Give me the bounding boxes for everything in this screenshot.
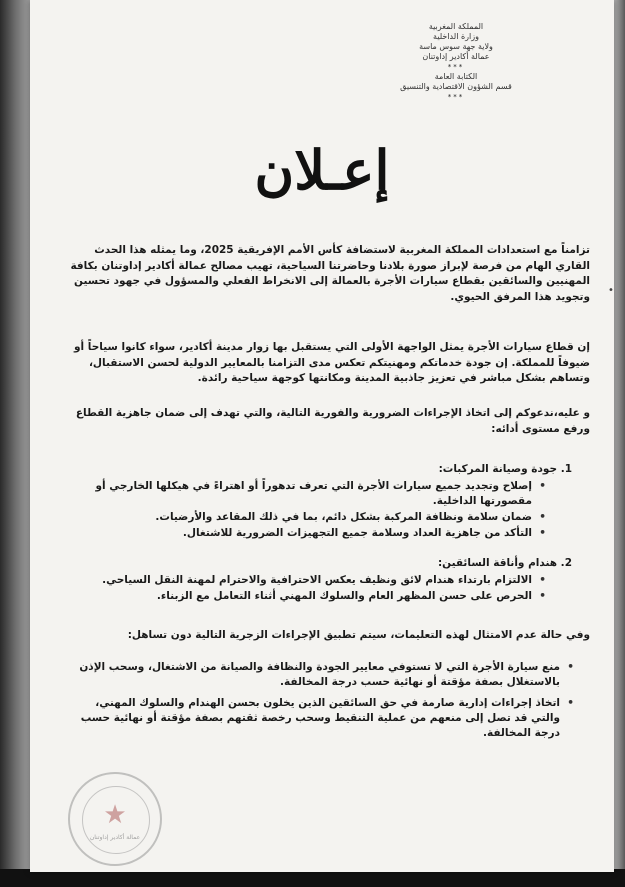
sanctions-items [70, 660, 590, 741]
list-item: • التأكد من جاهزية العداد وسلامة جميع التجهيزات الضرورية للاشتغال. [70, 526, 542, 541]
letterhead-line: عمالة أكادير إداوتنان [422, 52, 490, 61]
letterhead-line: المملكة المغربية [428, 22, 484, 31]
section-driver-appearance [70, 556, 590, 605]
list-item: • الحرص على حسن المظهر العام والسلوك المهني أثناء التعامل مع الزبناء. [70, 589, 542, 604]
noncompliance-paragraph: وفي حالة عدم الامتثال لهذه التعليمات، سيتم تطبيق الإجراءات الزجرية التالية دون تساهل: [127, 629, 590, 641]
letterhead [356, 22, 556, 102]
list-item: • إصلاح وتجديد جميع سيارات الأجرة التي تعرف تدهوراً أو اهتراءً في هيكلها الخارجي أو مقصورتها الداخلية. [70, 479, 542, 509]
section-vehicle-quality [70, 462, 590, 542]
star-icon: ★ [103, 800, 127, 830]
document-sheet [30, 0, 614, 872]
list-item: • الالتزام بارتداء هندام لائق ونظيف يعكس الاحترافية والاحترام لمهنة النقل السياحي. [70, 573, 542, 588]
letterhead-line: ولاية جهة سوس ماسة [419, 42, 493, 51]
letterhead-dept-line: قسم الشؤون الاقتصادية والتنسيق [400, 82, 512, 91]
section-list [70, 573, 590, 604]
list-item: • منع سيارة الأجرة التي لا تستوفي معايير الجودة والنظافة والصيانة من الاشتغال، وسحب الإذن بالاستغلال بصفة مؤقتة أو نهائية حسب درجة المخالفة. [70, 660, 572, 690]
list-item: • ضمان سلامة ونظافة المركبة بشكل دائم، بما في ذلك المقاعد والأرضيات. [70, 510, 542, 525]
list-item: • اتخاذ إجراءات إدارية صارمة في حق السائقين الذين يخلون بحسن الهندام والسلوك المهني، والتي قد تصل إلى منعهم من عملية التنقيط وسحب رخصة ثقتهم بصفة مؤقتة أو نهائية حسب درجة المخالفة. [70, 696, 572, 741]
letterhead-stars: *** [447, 93, 465, 101]
announcement-title: إعـلان [254, 138, 390, 202]
call-paragraph: و عليه،ندعوكم إلى اتخاذ الإجراءات الضرورية والفورية التالية، والتي تهدف إلى ضمان جاهزية القطاع ورفع مستوى أدائه: [75, 407, 590, 435]
letterhead-line: وزارة الداخلية [433, 32, 479, 41]
letterhead-dept-line: الكتابة العامة [434, 72, 478, 81]
margin-dot: • [608, 285, 614, 296]
intro-paragraph: تزامناً مع استعدادات المملكة المغربية لاستضافة كأس الأمم الإفريقية 2025، وما يمثله هذا الحدث القاري الهام من فرصة لإبراز صورة بلادنا وحاضرتنا السياحية، تهيب مصالح عمالة أكادير إداوتنان بكافة المهنيين والسائقين بقطاع سيارات الأجرة بالعمالة إلى الانخراط الفعلي والمسؤول في جهود تحسين وتجويد هذا المرفق الحيوي. [70, 244, 590, 303]
section-list [70, 479, 590, 541]
facade-paragraph: إن قطاع سيارات الأجرة يمثل الواجهة الأولى التي يستقبل بها زوار مدينة أكادير، سواء كانوا سياحاً أو ضيوفاً للمملكة. إن جودة خدماتكم ومهنيتكم تعكس مدى التزامنا بالمعايير الدولية لحسن الاستقبال، وتساهم بشكل مباشر في تعزيز جاذبية المدينة ومكانتها كوجهة سياحية رائدة. [74, 341, 590, 384]
sanctions-list [70, 660, 590, 747]
section-heading: 1. جودة وصيانة المركبات: [438, 463, 572, 475]
section-heading: 2. هندام وأناقة السائقين: [437, 557, 572, 569]
official-stamp [68, 772, 162, 866]
letterhead-stars: *** [447, 63, 465, 71]
stamp-text: عمالة أكادير إداوتنان [89, 834, 141, 841]
